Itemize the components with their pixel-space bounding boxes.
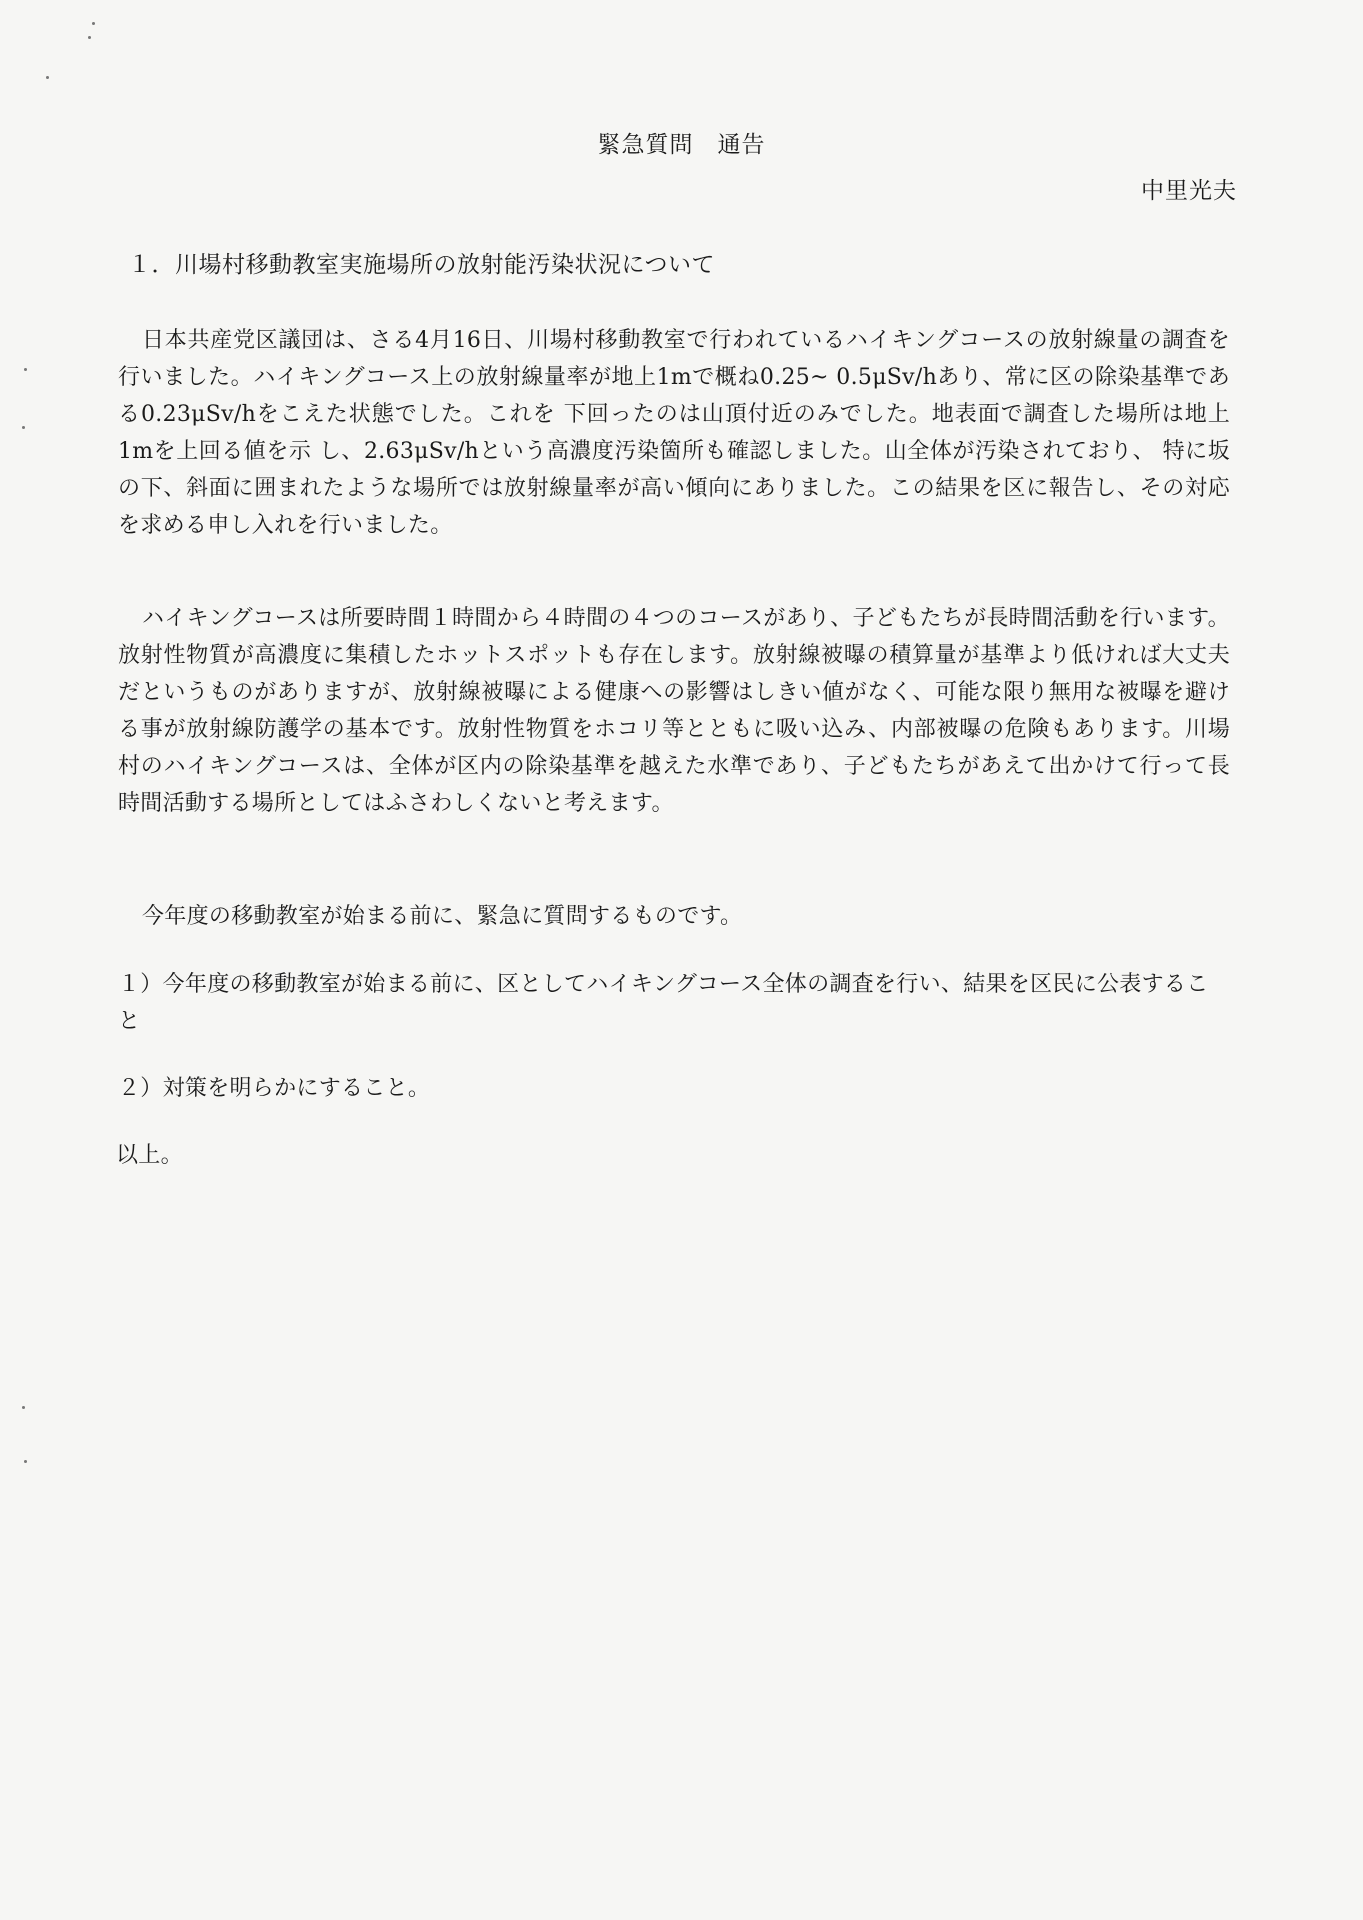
scan-speck (46, 76, 49, 79)
question-item: ２）対策を明らかにすること。 (118, 1076, 431, 1101)
scan-speck (22, 426, 25, 429)
body-paragraph: 日本共産党区議団は、さる4月16日、川場村移動教室で行われているハイキングコースの放射線量の調査を行いました。ハイキングコース上の放射線量率が地上1mで概ね0.25~ 0.5μSv/hあり、常に区の除染基準である0.23μSv/hをこえた状態でした。これを 下回ったのは山頂付近のみでした。地表面で調査した場所は地上1mを上回る値を示 し、2.63μSv/hという高濃度汚染箇所も確認しました。山全体が汚染されており、 特に坂の下、斜面に囲まれたような場所では放射線量率が高い傾向にありました。この結果を区に報告し、その対応を求める申し入れを行いました。 (118, 328, 1231, 538)
scan-speck (22, 1406, 25, 1409)
closing-text: 以上。 (116, 1143, 183, 1168)
scan-speck (24, 368, 27, 371)
section-heading: １．川場村移動教室実施場所の放射能汚染状況について (128, 252, 716, 278)
scan-speck (24, 1460, 27, 1463)
author-name: 中里光夫 (1141, 178, 1237, 204)
document-title: 緊急質問 通告 (597, 132, 766, 158)
question-item: １）今年度の移動教室が始まる前に、区としてハイキングコース全体の調査を行い、結果を区民に公表すること (118, 972, 1209, 1034)
body-paragraph: ハイキングコースは所要時間１時間から４時間の４つのコースがあり、子どもたちが長時間活動を行います。放射性物質が高濃度に集積したホットスポットも存在します。放射線被曝の積算量が基準より低ければ大丈夫だというものがありますが、放射線被曝による健康への影響はしきい値がなく、可能な限り無用な被曝を避ける事が放射線防護学の基本です。放射性物質をホコリ等とともに吸い込み、内部被曝の危険もあります。川場村のハイキングコースは、全体が区内の除染基準を越えた水準であり、子どもたちがあえて出かけて行って長時間活動する場所としてはふさわしくないと考えます。 (118, 606, 1230, 816)
scan-speck (88, 36, 91, 39)
body-paragraph: 今年度の移動教室が始まる前に、緊急に質問するものです。 (142, 904, 743, 929)
scan-speck (92, 22, 95, 25)
